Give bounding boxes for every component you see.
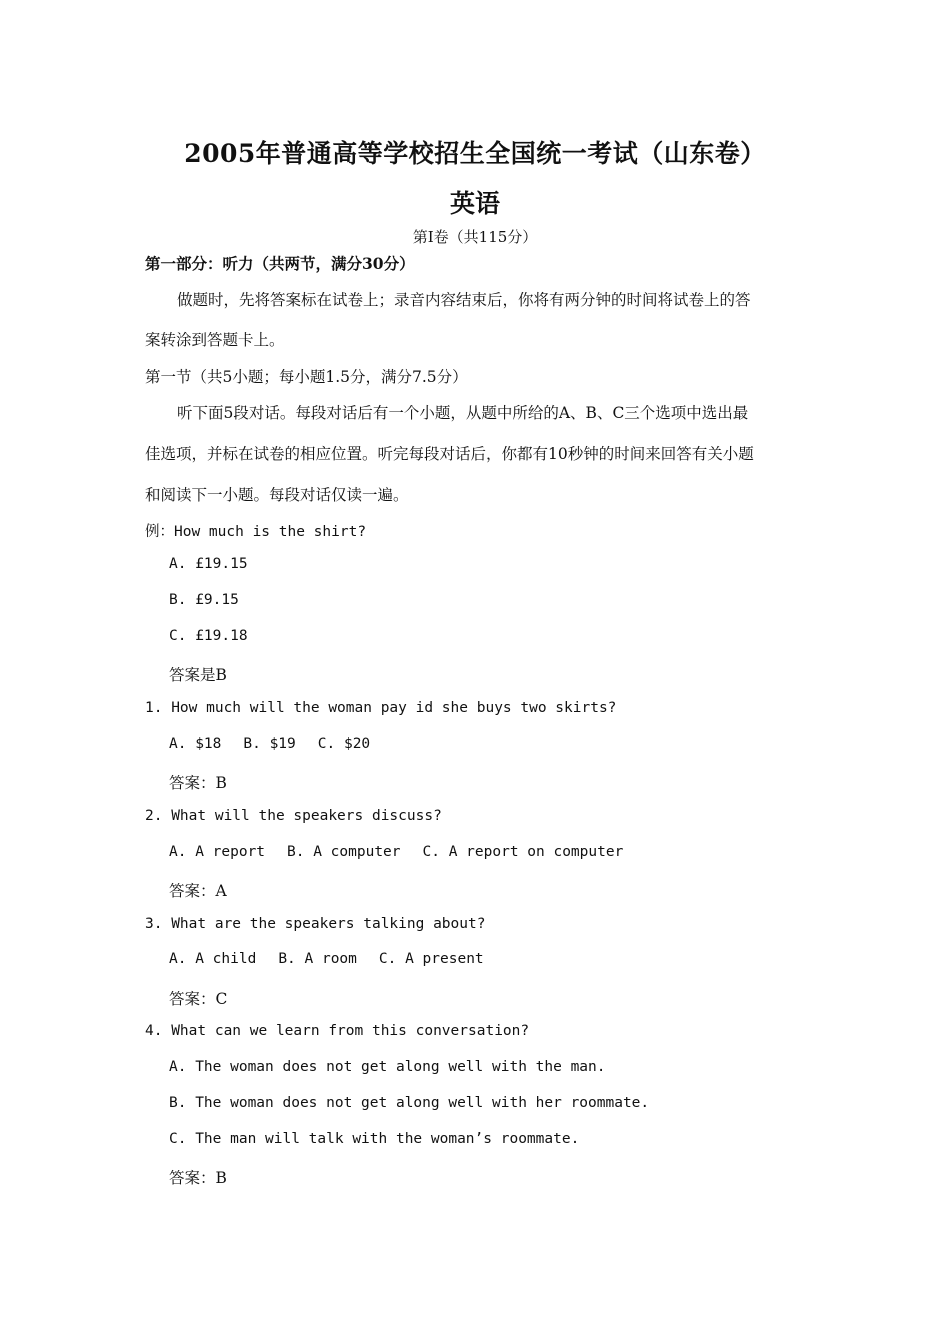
- question-4-option-b: B. The woman does not get along well with her roommate.: [169, 1095, 650, 1111]
- section1-heading: 第一节（共5小题；每小题1.5分，满分7.5分）: [145, 368, 468, 386]
- question-1-answer: 答案：B: [169, 774, 227, 792]
- question-1-option-c: C. $20: [317, 736, 371, 752]
- example-question: 例：How much is the shirt?: [145, 524, 367, 540]
- section1-instruction-line2: 佳选项，并标在试卷的相应位置。听完每段对话后，你都有10秒钟的时间来回答有关小题: [145, 445, 754, 463]
- question-4-option-a: A. The woman does not get along well with the man.: [169, 1059, 606, 1075]
- part1-instruction-line2: 案转涂到答题卡上。: [145, 331, 285, 349]
- question-3-answer: 答案：C: [169, 990, 228, 1008]
- question-2-option-b: B. A computer: [287, 844, 401, 860]
- question-1-option-b: B. $19: [243, 736, 296, 752]
- subject-title: 英语: [449, 189, 500, 218]
- part1-instruction-line1: 做题时，先将答案标在试卷上；录音内容结束后，你将有两分钟的时间将试卷上的答: [177, 291, 751, 309]
- question-4-answer: 答案：B: [169, 1169, 227, 1187]
- question-1-options: [169, 736, 392, 752]
- question-3-option-c: C. A present: [378, 951, 484, 967]
- exam-title: 2005年普通高等学校招生全国统一考试（山东卷）: [184, 139, 766, 168]
- question-3-option-b: B. A room: [278, 951, 357, 967]
- question-2-options: [169, 844, 645, 860]
- question-3: 3. What are the speakers talking about?: [145, 916, 486, 932]
- question-1: 1. How much will the woman pay id she buys two skirts?: [145, 700, 617, 716]
- question-2-option-a: A. A report: [169, 844, 266, 860]
- question-3-option-a: A. A child: [169, 951, 257, 967]
- volume-heading: 第I卷（共115分）: [412, 228, 538, 246]
- example-answer: 答案是B: [169, 666, 227, 684]
- question-2-option-c: C. A report on computer: [422, 844, 624, 860]
- example-option-c: C. £19.18: [169, 628, 248, 644]
- question-1-option-a: A. $18: [169, 736, 222, 752]
- question-2-answer: 答案：A: [169, 882, 227, 900]
- section1-instruction-line1: 听下面5段对话。每段对话后有一个小题，从题中所给的A、B、C三个选项中选出最: [177, 404, 749, 422]
- question-4-option-c: C. The man will talk with the woman’s roommate.: [169, 1131, 580, 1147]
- example-option-b: B. £9.15: [169, 592, 239, 608]
- question-3-options: [169, 951, 506, 967]
- question-4: 4. What can we learn from this conversation?: [145, 1023, 530, 1039]
- part1-heading: 第一部分：听力（共两节，满分30分）: [145, 254, 415, 273]
- section1-instruction-line3: 和阅读下一小题。每段对话仅读一遍。: [145, 486, 409, 504]
- question-2: 2. What will the speakers discuss?: [145, 808, 442, 824]
- example-option-a: A. £19.15: [169, 556, 248, 572]
